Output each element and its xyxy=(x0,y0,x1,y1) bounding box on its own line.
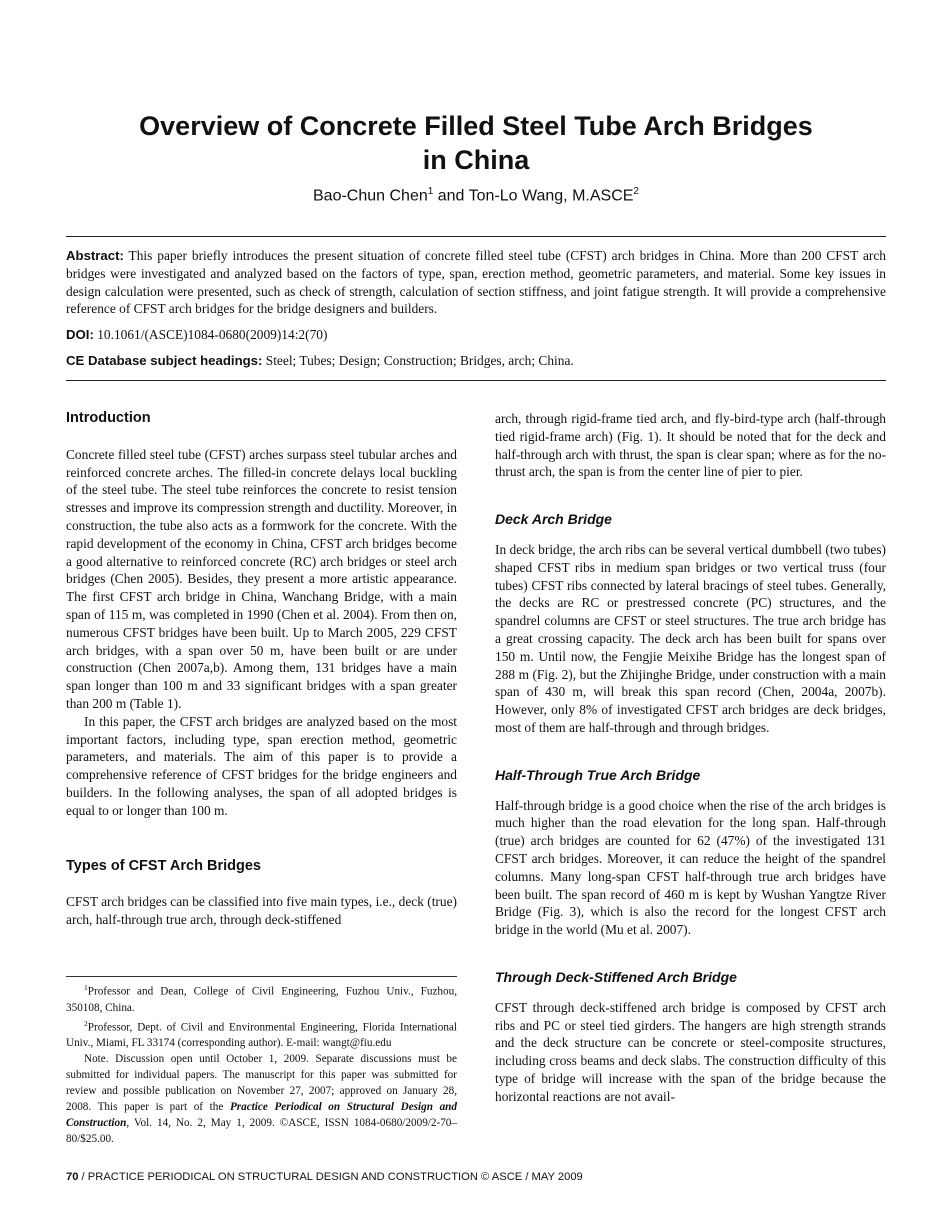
deck-arch-paragraph: In deck bridge, the arch ribs can be several vertical dumbbell (two tubes) shaped CFST ribs in medium span bridges or two vertical truss (four tubes) CFST ribs connected by lateral bracings of steel tubes. Generally, the decks are RC or prestressed concrete (PC) structures, and the spandrel columns are CFST or steel structures. The true arch bridge has a great crossing capacity. The deck arch has been built for spans over 150 m. Until now, the Fengjie Meixihe Bridge has the longest span of 288 m (Fig. 2), but the Zhijinghe Bridge, under construction with a main span of 430 m, will break this span record (Chen, 2004a, 2007b). However, only 8% of investigated CFST arch bridges are deck bridges, most of them are half-through and through bridges. xyxy=(495,541,886,735)
abstract-text: This paper briefly introduces the present situation of concrete filled steel tube (CFST) arch bridges in China. More than 200 CFST arch bridges were investigated and analyzed based on the factors of type, span, erection method, geometric parameters, and material. Some key issues in design calculation were presented, such as check of strength, calculation of section stiffness, and joint fatigue strength. It will provide a comprehensive reference of CFST arch bridges for the bridge designers and builders. xyxy=(66,248,886,317)
author-2-affiliation-mark: 2 xyxy=(633,186,639,197)
abstract xyxy=(66,247,886,318)
page-number: 70 xyxy=(66,1171,79,1183)
author-line xyxy=(66,186,886,205)
abstract-label: Abstract: xyxy=(66,248,124,263)
title-line-1: Overview of Concrete Filled Steel Tube Arch Bridges xyxy=(139,111,813,141)
deck-arch-heading: Deck Arch Bridge xyxy=(495,511,612,528)
discussion-note-text-a: Note. Discussion open until October 1, 2009. Separate discussions must be submitted for individual papers. The manuscript for this paper was submitted for review and possible publication on November 27, 2007; approved on January 28, 2008. This paper is part of the xyxy=(66,1053,457,1114)
through-deck-stiffened-heading: Through Deck-Stiffened Arch Bridge xyxy=(495,968,737,985)
through-deck-stiffened-paragraph: CFST through deck-stiffened arch bridge is composed by CFST arch ribs and PC or steel tied girders. The hangers are high strength strands and the deck structure can be concrete or steel-composite structures, including cross beams and deck slabs. The construction difficulty of this type of bridge will increase with the span of the bridge because the horizontal reactions are not avail- xyxy=(495,999,886,1104)
footnote-1 xyxy=(66,980,457,1016)
author-joiner: and xyxy=(433,187,469,205)
abstract-bottom-divider xyxy=(66,380,886,381)
introduction-heading: Introduction xyxy=(66,410,151,426)
subject-headings-value: Steel; Tubes; Design; Construction; Bridges, arch; China. xyxy=(265,352,574,368)
page-footer xyxy=(66,1171,886,1183)
left-column xyxy=(66,410,457,929)
title-line-2: in China xyxy=(422,145,530,175)
top-divider xyxy=(66,236,886,237)
footnote-1-mark: 1 xyxy=(84,983,88,992)
abstract-block xyxy=(66,247,886,370)
author-1-affiliation-mark: 1 xyxy=(427,186,434,197)
half-through-heading: Half-Through True Arch Bridge xyxy=(495,766,701,783)
author-1-name: Bao-Chun Chen xyxy=(313,187,428,205)
footnote-1-text: Professor and Dean, College of Civil Engineering, Fuzhou Univ., Fuzhou, 350108, China. xyxy=(66,985,457,1014)
footer-journal-line: / PRACTICE PERIODICAL ON STRUCTURAL DESIGN AND CONSTRUCTION © ASCE / MAY 2009 xyxy=(78,1171,583,1183)
footnote-2 xyxy=(66,1016,457,1052)
continued-paragraph: arch, through rigid-frame tied arch, and fly-bird-type arch (half-through tied rigid-frame arch) (Fig. 1). It should be noted that for the deck and half-through arch with thrust, the span is clear span; where as for the no-thrust arch, the span is from the center line of pier to pier. xyxy=(495,411,886,480)
footnote-2-text: Professor, Dept. of Civil and Environmental Engineering, Florida International Univ., Miami, FL 33174 (corresponding author). E-mail: wangt@fiu.edu xyxy=(66,1021,457,1050)
discussion-note xyxy=(66,1051,457,1147)
paper-title xyxy=(66,109,886,177)
subject-headings-label: CE Database subject headings: xyxy=(66,352,263,368)
types-paragraph-1: CFST arch bridges can be classified into five main types, i.e., deck (true) arch, half-through true arch, through deck-stiffened xyxy=(66,894,457,928)
introduction-paragraph-2: In this paper, the CFST arch bridges are analyzed based on the most important factors, including type, span erection method, geometric parameters, and materials. The aim of this paper is to provide a comprehensive reference of CFST bridges for the bridge engineers and builders. In the following analyses, the span of all adopted bridges is equal to or longer than 100 m. xyxy=(66,713,457,818)
author-2-name: Ton-Lo Wang, M.ASCE xyxy=(468,187,634,205)
doi-label: DOI: xyxy=(66,327,94,343)
doi-line xyxy=(66,326,886,344)
subject-headings-line xyxy=(66,352,886,370)
types-heading: Types of CFST Arch Bridges xyxy=(66,857,261,874)
journal-name: Practice Periodical on Structural Design and Construction xyxy=(66,1101,457,1130)
discussion-note-text-b: , Vol. 14, No. 2, May 1, 2009. ©ASCE, ISSN 1084-0680/2009/2-70–80/$25.00. xyxy=(66,1117,457,1146)
footnote-2-mark: 2 xyxy=(84,1018,88,1028)
half-through-paragraph: Half-through bridge is a good choice when the rise of the arch bridges is much higher than the road elevation for the long span. Half-through (true) arch bridges are counted for 62 (47%) of the investigated 131 CFST arch bridges. Moreover, it can reduce the height of the spandrel columns. Many long-span CFST half-through true arch bridges have been built. The span record of 460 m is kept by Wushan Yangtze River Bridge (Fig. 3), which is also the record for the longest CFST arch bridge in the world (Mu et al. 2007). xyxy=(495,797,886,938)
right-column xyxy=(495,410,886,1106)
footnotes xyxy=(66,976,457,1147)
doi-value: 10.1061/(ASCE)1084-0680(2009)14:2(70) xyxy=(97,327,328,343)
introduction-paragraph-1: Concrete filled steel tube (CFST) arches surpass steel tubular arches and reinforced concrete arches. The filled-in concrete delays local buckling of the steel tube. The steel tube reinforces the concrete to resist tension stresses and improve its compression strength and ductility. Moreover, in construction, the tube also acts as a formwork for the concrete. With the rapid development of the economy in China, CFST arch bridges become a good alternative to reinforced concrete (RC) arch bridges or steel arch bridges (Chen 2005). Besides, they present a more artistic appearance. The first CFST arch bridge in China, Wanchang Bridge, with a main span of 115 m, was completed in 1990 (Chen et al. 2004). From then on, numerous CFST bridges have been built. Up to March 2005, 229 CFST arch bridges, with a span over 50 m, have been built or are under construction (Chen 2007a,b). Among them, 131 bridges have a main span longer than 100 m and 33 significant bridges with a span greater than 200 m (Table 1). xyxy=(66,446,457,711)
